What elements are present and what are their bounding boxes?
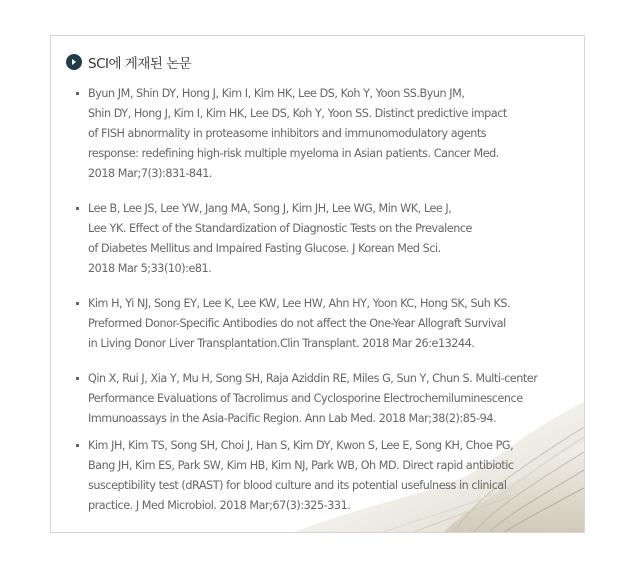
citation-line: response: redefining high-risk multiple myeloma in Asian patients. Cancer Med.	[88, 147, 499, 160]
arrow-circle-icon	[66, 54, 82, 70]
citation-line: Kim JH, Kim TS, Song SH, Choi J, Han S, Kim DY, Kwon S, Lee E, Song KH, Choe PG,	[88, 439, 514, 452]
citation-line: susceptibility test (dRAST) for blood culture and its potential usefulness in clinical	[88, 479, 507, 492]
citation-line: of Diabetes Mellitus and Impaired Fasting Glucose. J Korean Med Sci.	[88, 242, 441, 255]
citation-line: Performance Evaluations of Tacrolimus and Cyclosporine Electrochemiluminescence	[88, 392, 523, 405]
citation-line: Kim H, Yi NJ, Song EY, Lee K, Lee KW, Lee HW, Ahn HY, Yoon KC, Hong SK, Suh KS.	[88, 297, 511, 310]
section-heading	[66, 52, 191, 72]
citation-line: Lee B, Lee JS, Lee YW, Jang MA, Song J, Kim JH, Lee WG, Min WK, Lee J,	[88, 202, 452, 215]
citation-line: Shin DY, Hong J, Kim I, Kim HK, Lee DS, Koh Y, Yoon SS. Distinct predictive impact	[88, 107, 507, 120]
citation-line: Byun JM, Shin DY, Hong J, Kim I, Kim HK, Lee DS, Koh Y, Yoon SS.Byun JM,	[88, 87, 465, 100]
citation-line: Qin X, Rui J, Xia Y, Mu H, Song SH, Raja Aziddin RE, Miles G, Sun Y, Chun S. Multi-center	[88, 372, 538, 385]
citation-line: Lee YK. Effect of the Standardization of Diagnostic Tests on the Prevalence	[88, 222, 472, 235]
publication-item	[76, 84, 581, 184]
citation-line: in Living Donor Liver Transplantation.Clin Transplant. 2018 Mar 26:e13244.	[88, 337, 475, 350]
citation-line: Immunoassays in the Asia-Pacific Region. Ann Lab Med. 2018 Mar;38(2):85-94.	[88, 412, 497, 425]
citation-line: practice. J Med Microbiol. 2018 Mar;67(3):325-331.	[88, 499, 351, 512]
citation-line: 2018 Mar 5;33(10):e81.	[88, 262, 212, 275]
publication-item	[76, 294, 581, 354]
citation-line: Bang JH, Kim ES, Park SW, Kim HB, Kim NJ, Park WB, Oh MD. Direct rapid antibiotic	[88, 459, 514, 472]
publication-item	[76, 369, 581, 429]
citation-line: of FISH abnormality in proteasome inhibitors and immunomodulatory agents	[88, 127, 487, 140]
publications-panel	[50, 35, 585, 533]
citation-line: Preformed Donor-Specific Antibodies do not affect the One-Year Allograft Survival	[88, 317, 506, 330]
publication-item	[76, 199, 581, 279]
section-title: SCI에 게재된 논문	[88, 56, 192, 72]
publication-list	[76, 84, 581, 531]
publication-item	[76, 436, 581, 516]
citation-line: 2018 Mar;7(3):831-841.	[88, 167, 213, 180]
